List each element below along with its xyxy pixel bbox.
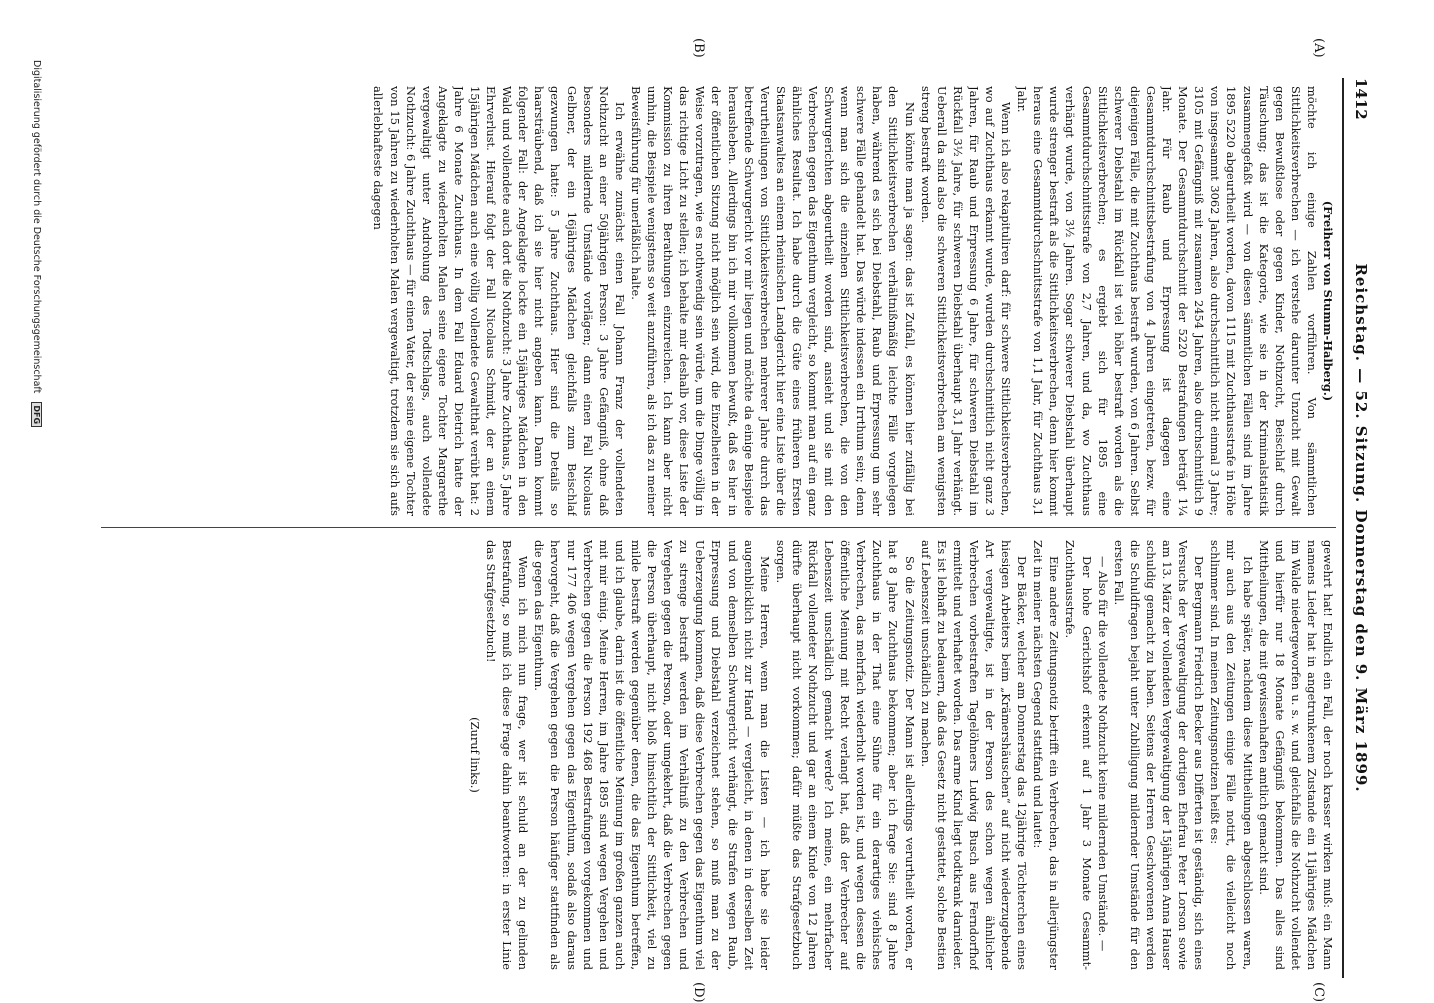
quoted-notice: Der hohe Gerichtshof erkennt auf 1 Jahr 3 Monate Gesammt-Zuchthausstrafe.: [1063, 540, 1094, 970]
margin-mark-b: (B): [691, 38, 706, 58]
paragraph: Eine andere Zeitungsnotiz betrifft ein Verbrechen, das in allerjüngster Zeit in meiner nächsten Gegend stattfand und lautet:: [1031, 540, 1062, 970]
digitization-credit: [31, 60, 42, 427]
paragraph: — Also für die vollendete Nothzucht keine mildernden Umstände. —: [1095, 556, 1110, 952]
dfg-badge: DFG: [31, 402, 42, 427]
interjection: (Zuruf links.): [468, 717, 483, 793]
margin-mark-d: (D): [691, 982, 706, 1003]
paragraph: möchte ich einige Zahlen vorführen. Von sämmtlichen Sittlichkeitsverbrechen — ich verstehe darunter Unzucht mit Gewalt gegen Bewußtlose oder gegen Kinder, Nothzucht, Beischlaf durch Täuschung; das ist die Kategorie, wie sie in der Kriminalstatistik zusammengefaßt wird — von diesen sämmtlichen Fällen sind im Jahre 1895 5220 abgeurtheilt worden, davon 1115 mit Zuchthausstrafe in Höhe von insgesammt 3062 Jahren, also durchschnittlich nicht einmal 3 Jahre; 3105 mit Gefängniß mit zusammen 2454 Jahren, also durchschnittlich 9 Monate. Der Gesammtdurchschnitt der 5220 Bestrafungen beträgt 1¼ Jahr. Für Raub und Erpressung ist dagegen eine Gesammtdurchschnittsbestrafung von 4 Jahren eingetreten, bezw. für diejenigen Fälle, die mit Zuchthaus bestraft wurden, von 6 Jahren. Selbst schwerer Diebstahl im Rückfall ist viel höher bestraft worden als die Sittlichkeitsverbrechen; es ergiebt sich für 1895 eine Gesammtdurchschnittsstrafe von 2,7 Jahren, und da, wo Zuchthaus verhängt wurde, von 3½ Jahren. Sogar schwerer Diebstahl überhaupt wurde strenger bestraft als die Sittlichkeitsverbrechen, denn hier kommt heraus eine Gesammtdurchschnittsstrafe von 1,1 Jahr, für Zuchthaus 3,1 Jahr.: [1015, 86, 1319, 516]
quoted-notice: Der Bäcker, welcher am Donnerstag das 12jährige Töchterchen eines hiesigen Arbeiters beim „Krämershäuschen“ auf nicht wiederzugebende Art vergewaltigte, ist in der Person des schon wegen ähnlicher Verbrechen vorbestraften Tagelöhners Ludwig Busch aus Ferndorfhof ermittelt und verhaftet worden. Das arme Kind liegt todtkrank darnieder. Es ist lebhaft zu bedauern, daß das Gesetz nicht gestattet, solche Bestien auf Lebenszeit unschädlich zu machen.: [918, 540, 1030, 970]
paragraph: Wenn ich mich nun frage, wer ist schuld an der zu gelinden Bestrafung, so muß ich diese Frage dahin beantworten: in erster Linie das Strafgesetzbuch!: [484, 540, 531, 970]
paragraph: Ich habe später, nachdem diese Mittheilungen abgeschlossen waren, mir auch aus den Zeitungen einige Fälle notirt, die vielleicht noch schlimmer sind. In meinen Zeitungsnotizen heißt es:: [1208, 540, 1255, 970]
credit-text: Digitalisierung gefördert durch die Deutsche Forschungsgemeinschaft: [31, 60, 42, 394]
newspaper-page: [56, 38, 1376, 1003]
paragraph: Ich erwähne zunächst einen Fall Johann Franz der vollendeten Nothzucht an einer 50jährigen Person: 3 Jahre Gefängniß, ohne daß besonders mildernde Umstände vorlägen; dann einen Fall Nicolaus Gelbner, der ein 16jähriges Mädchen gleichfalls zum Beischlaf gezwungen hatte: 5 Jahre Zuchthaus. Hier sind die Details so haarsträubend, daß ich sie hier nicht angeben kann. Dann kommt folgender Fall: der Angeklagte lockte ein 15jähriges Mädchen in den Wald und vollendete auch dort die Nothzucht: 3 Jahre Zuchthaus, 5 Jahre Ehrverlust. Hierauf folgt der Fall Nicolaus Schmidt, der an einem 15jährigen Mädchen auch eine völlig vollendete Gewaltthat verübt hat: 2 Jahre 6 Monate Zuchthaus. In dem Fall Eduard Dietrich hatte der Angeklagte zu wiederholten Malen seine eigene Tochter Margarethe vergewaltigt unter Androhung des Todtschlags, auch vollendete Nothzucht: 6 Jahre Zuchthaus — für einen Vater, der seine eigene Tochter von 15 Jahren zu wiederholten Malen vergewaltigt, trotzdem sie sich aufs allerlebhafteste dagegen: [371, 86, 627, 516]
paragraph: Nun könnte man ja sagen: das ist Zufall, es können hier zufällig bei den Sittlichkeitsverbrechen verhältnißmäßig leichte Fälle vorgelegen haben, während es sich bei Diebstahl, Raub und Erpressung um sehr schwere Fälle gehandelt hat. Das würde indessen ein Irrthum sein; denn wenn man sich die einzelnen Sittlichkeitsverbrechen, die von den Schwurgerichten abgeurtheilt worden sind, ansieht und sie mit den Verbrechen gegen das Eigenthum vergleicht, so kommt man auf ein ganz ähnliches Resultat. Ich habe durch die Güte eines früheren Ersten Staatsanwaltes an einem rheinischen Landgericht hier eine Liste über die Verurtheilungen von Sittlichkeitsverbrechen mehrerer Jahre durch das betreffende Schwurgericht vor mir liegen und möchte da einige Beispiele herausheben. Allerdings bin ich mir vollkommen bewußt, daß es hier in der öffentlichen Sitzung nicht möglich sein wird, die Einzelheiten in der Weise vorzutragen, wie es nothwendig sein würde, um die Dinge völlig in das richtige Licht zu stellen; ich behalte mir deshalb vor, diese Liste der Kommission zu ihren Berathungen einzureichen. Ich kann aber nicht umhin, die Beispiele wenigstens so weit anzuführen, als ich das zu meiner Beweisführung für unerläßlich halte.: [628, 86, 917, 516]
header-rule: [1342, 78, 1344, 978]
margin-mark-c: (C): [1311, 982, 1326, 1003]
page-header: [1346, 78, 1376, 978]
right-column: [101, 540, 1336, 970]
quoted-notice: Der Bergmann Friedrich Becker aus Differten ist geständig, sich eines Versuchs der Vergewaltigung der dortigen Ehefrau Peter Lorson sowie am 13. März der vollendeten Vergewaltigung der 15jährigen Anna Hauser schuldig gemacht zu haben. Seitens der Herren Geschworenen werden die Schuldfragen bejaht unter Zubilligung mildernder Umstände für den ersten Fall.: [1111, 540, 1207, 970]
running-title: Reichstag. — 52. Sitzung. Donnerstag den 9. März 1899.: [1352, 263, 1370, 793]
column-divider: [101, 527, 1336, 528]
paragraph: Meine Herren, wenn man die Listen — ich habe sie leider augenblicklich nicht zur Hand — vergleicht, in denen in derselben Zeit und von demselben Schwurgericht verhängt, die Strafen wegen Raub, Erpressung und Diebstahl verzeichnet stehen, so muß man zu der Ueberzeugung kommen, daß diese Verbrechen gegen das Eigenthum viel zu strenge bestraft werden im Verhältniß zu den Verbrechen und Vergehen gegen die Person, oder umgekehrt, daß die Verbrechen gegen die Person überhaupt, nicht bloß hinsichtlich der Sittlichkeit, viel zu milde bestraft werden gegenüber denen, die das Eigenthum betreffen, und ich glaube, darin ist die öffentliche Meinung im großen ganzen auch mit mir einig. Meine Herren, im Jahre 1895 sind wegen Vergehen und Verbrechen gegen die Person 192 468 Bestrafungen vorgekommen und nur 177 406 wegen Vergehen gegen das Eigenthum, sodaß also daraus hervorgeht, daß die Vergehen gegen die Person häufiger stattfinden als die gegen das Eigenthum.: [532, 540, 772, 970]
speaker-line: (Freiherr von Stumm-Halberg.): [1321, 200, 1335, 402]
page-number: 1412: [1352, 78, 1370, 120]
paragraph: So die Zeitungsnotiz. Der Mann ist allerdings verurtheilt worden, er hat 8 Jahre Zuchthaus bekommen; aber ich frage Sie: sind 8 Jahre Zuchthaus in der That eine Sühne für ein derartiges viehisches Verbrechen, das mehrfach wiederholt worden ist, und wegen dessen die öffentliche Meinung mit Recht verlangt hat, daß der Verbrecher auf Lebenszeit unschädlich gemacht werde? Ich meine, ein mehrfacher Rückfall vollendeter Nothzucht und gar an einem Kinde von 12 Jahren dürfte überhaupt nicht vorkommen; dafür müßte das Strafgesetzbuch sorgen.: [773, 540, 917, 970]
paragraph: Wenn ich also rekapituliren darf: für schwere Sittlichkeitsverbrechen, wo auf Zuchthaus erkannt wurde, wurden durchschnittlich nicht ganz 3 Jahren, für Raub und Erpressung 6 Jahre, für schweren Diebstahl im Rückfall 3½ Jahre, für schweren Diebstahl überhaupt 3,1 Jahr verhängt. Ueberall da sind also die schweren Sittlichkeitsverbrechen am wenigsten streng bestraft worden.: [918, 86, 1014, 516]
margin-mark-a: (A): [1311, 38, 1326, 58]
paragraph: gewehrt hat! Endlich ein Fall, der noch krasser wirken muß: ein Mann namens Lieder hat in angetrunkenem Zustande ein 11jähriges Mädchen im Walde niedergeworfen u. s. w. und gleichfalls die Nothzucht vollendet und hierfür nur 18 Monate Gefängniß bekommen. Das alles sind Mittheilungen, die mit gewissenhaften amtlich gemacht sind.: [1256, 540, 1335, 970]
left-column: [101, 86, 1336, 516]
